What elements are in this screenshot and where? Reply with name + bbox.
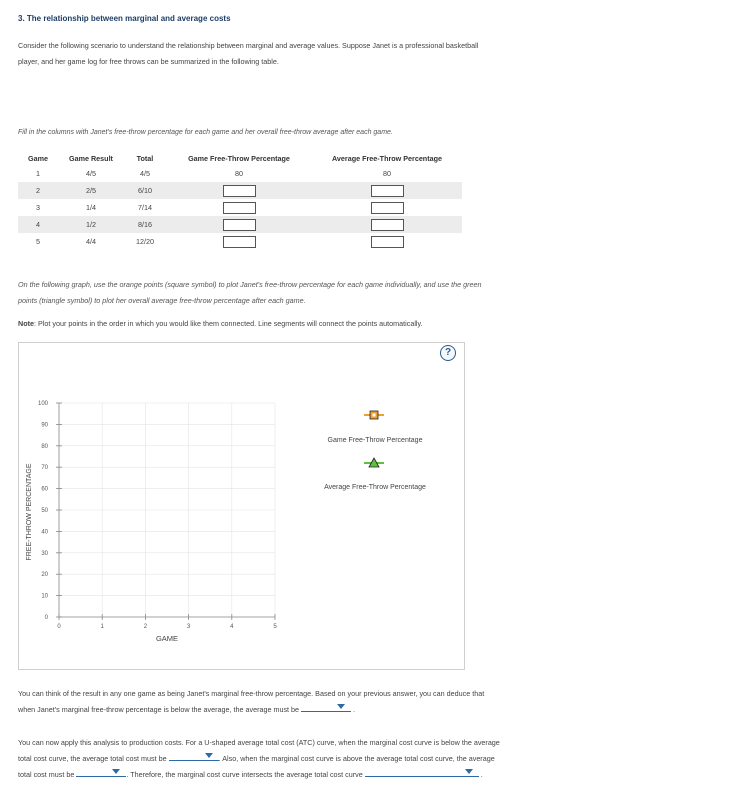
- table-row: [18, 182, 462, 199]
- cell-result: 4/5: [86, 169, 96, 178]
- y-tick-label: 10: [41, 593, 48, 600]
- cell-game: 1: [36, 169, 40, 178]
- game-pct-input-4[interactable]: [223, 219, 256, 231]
- header-game: Game: [28, 153, 48, 163]
- intro-text: [18, 38, 478, 70]
- q1-dropdown[interactable]: [301, 703, 351, 712]
- q2-line-2a: total cost curve, the average total cost must be: [18, 754, 167, 763]
- square-center: [373, 414, 376, 417]
- game-pct-input-2[interactable]: [223, 185, 256, 197]
- q2-line-3a: total cost must be: [18, 770, 75, 779]
- note-label: Note: [18, 319, 34, 328]
- y-tick-label: 50: [41, 508, 48, 514]
- y-tick-label: 20: [41, 572, 48, 579]
- x-tick-label: 2: [143, 624, 148, 630]
- cell-result: 1/4: [86, 203, 96, 212]
- graph-instruction-line-2: points (triangle symbol) to plot her overall average free-throw percentage after each game.: [18, 296, 306, 305]
- y-tick-label: 80: [41, 443, 48, 450]
- q2-line-1: You can now apply this analysis to production costs. For a U-shaped average total cost (ATC) curve, when the marginal cost curve is below the average: [18, 738, 500, 747]
- x-tick-label: 3: [186, 624, 191, 630]
- cell-game-pct: 80: [235, 169, 243, 178]
- cell-total: 7/14: [138, 203, 152, 212]
- y-tick-label: 40: [41, 529, 48, 536]
- legend-square-tool[interactable]: [364, 411, 384, 419]
- table-row: [18, 199, 462, 216]
- cell-result: 1/2: [58, 216, 124, 233]
- avg-pct-input-4[interactable]: [371, 219, 404, 231]
- question-1: [18, 686, 484, 718]
- question-2: [18, 735, 500, 783]
- table-row: [18, 216, 462, 233]
- table-row: [18, 233, 462, 250]
- help-button[interactable]: ?: [440, 345, 456, 361]
- x-tick-label: 4: [230, 624, 234, 630]
- avg-pct-input-2[interactable]: [371, 185, 404, 197]
- q1-line-2a: when Janet's marginal free-throw percentage is below the average, the average must be: [18, 705, 300, 714]
- graph-instruction: [18, 277, 482, 309]
- y-tick-label: 70: [41, 465, 48, 472]
- cell-result: 4/4: [86, 237, 96, 246]
- header-game-pct: Game Free-Throw Percentage: [188, 153, 290, 163]
- chevron-down-icon: [465, 769, 473, 774]
- y-tick-label: 0: [44, 615, 48, 621]
- note: [18, 319, 423, 328]
- y-tick-label: 100: [37, 401, 48, 407]
- chevron-down-icon: [112, 769, 120, 774]
- cell-game: 3: [36, 203, 40, 212]
- legend-label-game: Game Free-Throw Percentage: [327, 437, 423, 444]
- chevron-down-icon: [205, 753, 213, 758]
- y-tick-label: 90: [41, 422, 48, 429]
- cell-total: 8/16: [124, 216, 166, 233]
- intro-line-2: player, and her game log for free throws can be summarized in the following table.: [18, 57, 279, 66]
- q1-line-2b: .: [353, 705, 356, 714]
- q2-line-2b: . Also, when the marginal cost curve is above the average total cost curve, the average: [218, 754, 495, 763]
- q2-dropdown-1[interactable]: [169, 752, 219, 761]
- table-instruction: Fill in the columns with Janet's free-throw percentage for each game and her overall free-throw average after each game.: [18, 129, 393, 136]
- x-tick-label: 0: [57, 624, 61, 630]
- cell-result: 2/5: [58, 182, 124, 199]
- cell-total: 6/10: [124, 182, 166, 199]
- x-tick-label: 5: [273, 624, 277, 630]
- x-tick-label: 1: [100, 624, 104, 630]
- header-total: Total: [136, 153, 154, 163]
- cell-game: 4: [18, 216, 58, 233]
- game-pct-input-3[interactable]: [223, 202, 256, 214]
- cell-game: 2: [18, 182, 58, 199]
- avg-pct-input-3[interactable]: [371, 202, 404, 214]
- chart-svg: [18, 342, 463, 668]
- avg-pct-input-5[interactable]: [371, 236, 404, 248]
- graph-instruction-line-1: On the following graph, use the orange points (square symbol) to plot Janet's free-throw percentage for each game individually, and use the green: [18, 280, 482, 289]
- q1-line-1: You can think of the result in any one game as being Janet's marginal free-throw percentage. Based on your previous answer, you can deduce that: [18, 689, 485, 698]
- q2-line-3b: . Therefore, the marginal cost curve intersects the average total cost curve: [126, 770, 363, 779]
- cell-total: 4/5: [140, 169, 150, 178]
- chevron-down-icon: [337, 704, 345, 709]
- header-game-result: Game Result: [69, 153, 113, 163]
- note-text: : Plot your points in the order in which you would like them connected. Line segments will connect the points automatically.: [33, 319, 423, 328]
- legend-label-average: Average Free-Throw Percentage: [324, 484, 426, 491]
- y-axis-label: FREE-THROW PERCENTAGE: [26, 463, 33, 561]
- y-tick-label: 30: [41, 550, 48, 557]
- intro-line-1: Consider the following scenario to understand the relationship between marginal and average values. Suppose Janet is a professional basketball: [18, 41, 479, 50]
- x-axis-label: GAME: [155, 634, 179, 643]
- q2-line-3c: .: [480, 770, 483, 779]
- header-avg-pct: Average Free-Throw Percentage: [332, 153, 442, 163]
- page-title: 3. The relationship between marginal and average costs: [18, 14, 231, 23]
- cell-avg-pct: 80: [383, 169, 391, 178]
- q2-dropdown-3[interactable]: [365, 768, 479, 777]
- table-row: [18, 165, 462, 182]
- free-throw-table: [18, 151, 462, 250]
- y-tick-label: 60: [41, 486, 48, 493]
- legend-triangle-tool[interactable]: [364, 458, 384, 467]
- q2-dropdown-2[interactable]: [76, 768, 126, 777]
- game-pct-input-5[interactable]: [223, 236, 256, 248]
- cell-total: 12/20: [136, 237, 154, 246]
- cell-game: 5: [36, 237, 40, 246]
